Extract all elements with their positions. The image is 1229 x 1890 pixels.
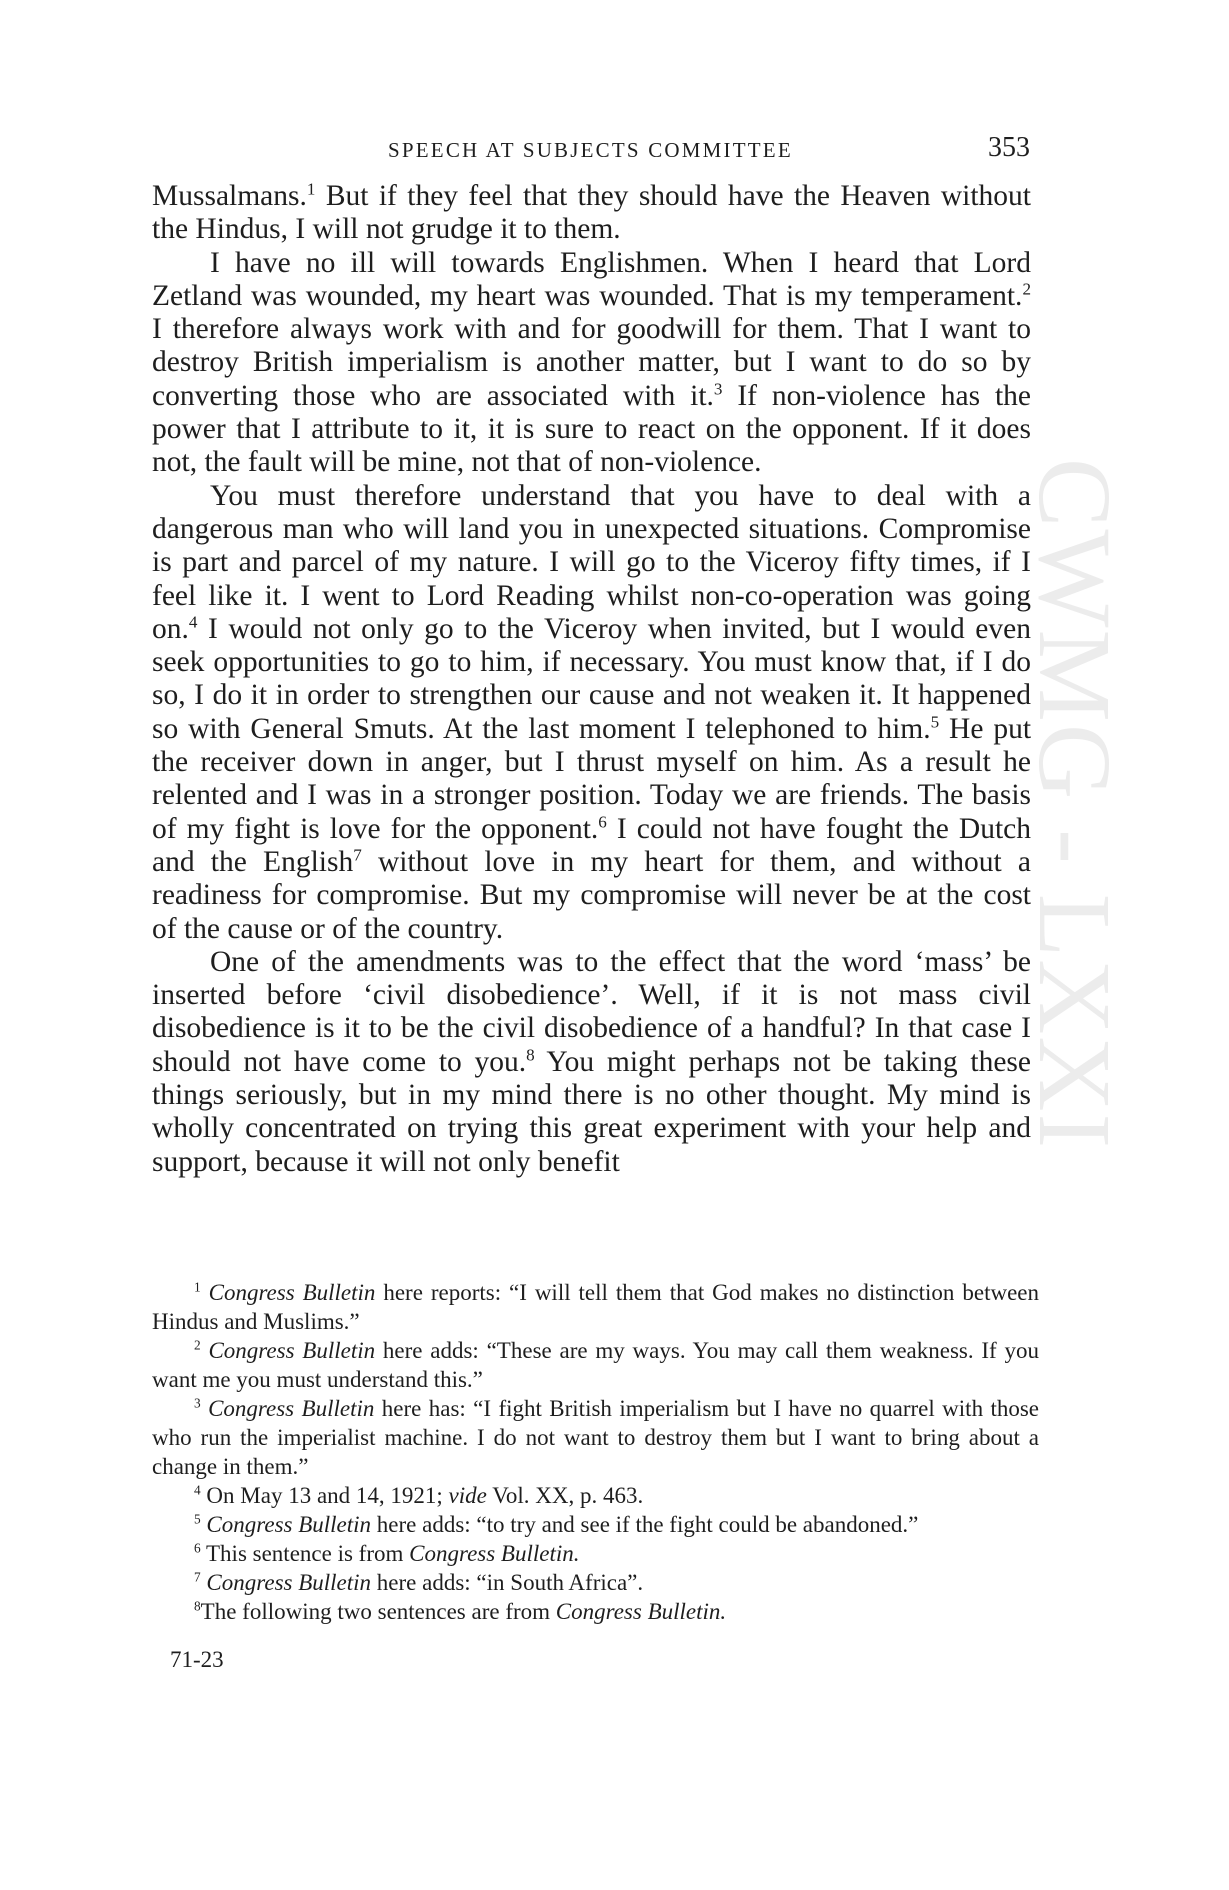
- page-header: [152, 132, 1030, 172]
- footnote-ref-3: 3: [713, 379, 723, 399]
- paragraph-2: I have no ill will towards Englishmen. When I heard that Lord Zetland was wounded, my heart was wounded. That is my temperament.$^2$ I therefore always work with and for goodwill for them. That I want to destroy British imperialism is another matter, but I want to do so by converting those who are associated with it.$^3$ If non-violence has the power that I attribute to it, it is sure to react on the opponent. If it does not, the fault will be mine, not that of non-violence.: [152, 246, 1031, 479]
- page-number: 353: [988, 132, 1030, 163]
- footnote-ref-5: 5: [930, 712, 940, 732]
- paragraph-3: You must therefore understand that you have to deal with a dangerous man who will land you in unexpected situations. Compromise is part and parcel of my nature. I will go to the Viceroy fifty times, if I feel like it. I went to Lord Reading whilst non-co-operation was going on.$^4$ I would not only go to the Viceroy when invited, but I would even seek opportunities to go to him, if necessary. You must know that, if I do so, I do it in order to strengthen our cause and not weaken it. It happened so with General Smuts. At the last moment I telephoned to him.$^5$ He put the receiver down in anger, but I thrust myself on him. As a result he relented and I was in a stronger position. Today we are friends. The basis of my fight is love for the opponent.$^6$ I could not have fought the Dutch and the English$^7$ without love in my heart for them, and without a readiness for compromise. But my compromise will never be at the cost of the cause or of the country.: [152, 479, 1032, 945]
- footnote-4: $^4$ On May 13 and 14, 1921; vide Vol. XX, p. 463.: [194, 1482, 644, 1508]
- watermark: CWMG - LXXI: [1017, 458, 1132, 1151]
- body-text: [152, 180, 1031, 1179]
- footnote-1: $^1$ Congress Bulletin here reports: “I will tell them that God makes no distinction between Hindus and Muslims.”: [152, 1279, 1039, 1334]
- footnote-ref-7: 7: [353, 845, 362, 865]
- footnote-8: $^8$The following two sentences are from Congress Bulletin.: [194, 1598, 727, 1624]
- footnote-2: $^2$ Congress Bulletin here adds: “These are my ways. You may call them weakness. If you want me you must understand this.”: [152, 1337, 1040, 1392]
- paragraph-4: One of the amendments was to the effect that the word ‘mass’ be inserted before ‘civil disobedience’. Well, if it is not mass civil disobedience is it to be the civil disobedience of a handful? In that case I should not have come to you.$^8$ You might perhaps not be taking these things seriously, but in my mind there is no other thought. My mind is wholly concentrated on trying this great experiment with your help and support, because it will not only benefit: [152, 945, 1031, 1178]
- footnote-ref-1: 1: [306, 179, 316, 199]
- footnote-ref-8: 8: [526, 1045, 535, 1065]
- footnote-6: $^6$ This sentence is from Congress Bulletin.: [194, 1540, 580, 1566]
- footnote-ref-6: 6: [598, 812, 607, 832]
- footnote-ref-4: 4: [188, 612, 198, 632]
- footnote-3: $^3$ Congress Bulletin here has: “I fight British imperialism but I have no quarrel with those who run the imperialist machine. I do not want to destroy them but I want to bring about a change in them.”: [152, 1395, 1040, 1479]
- footnote-5: $^5$ Congress Bulletin here adds: “to try and see if the fight could be abandoned.”: [194, 1511, 919, 1537]
- signature-mark: 71-23: [170, 1647, 224, 1672]
- paragraph-1: Mussalmans.$^1$ But if they feel that they should have the Heaven without the Hindus, I will not grudge it to them.: [152, 179, 1031, 246]
- running-title: SPEECH AT SUBJECTS COMMITTEE: [388, 138, 793, 162]
- footnotes: [152, 1278, 1039, 1626]
- footnote-7: $^7$ Congress Bulletin here adds: “in South Africa”.: [194, 1569, 644, 1595]
- footnote-ref-2: 2: [1022, 279, 1031, 299]
